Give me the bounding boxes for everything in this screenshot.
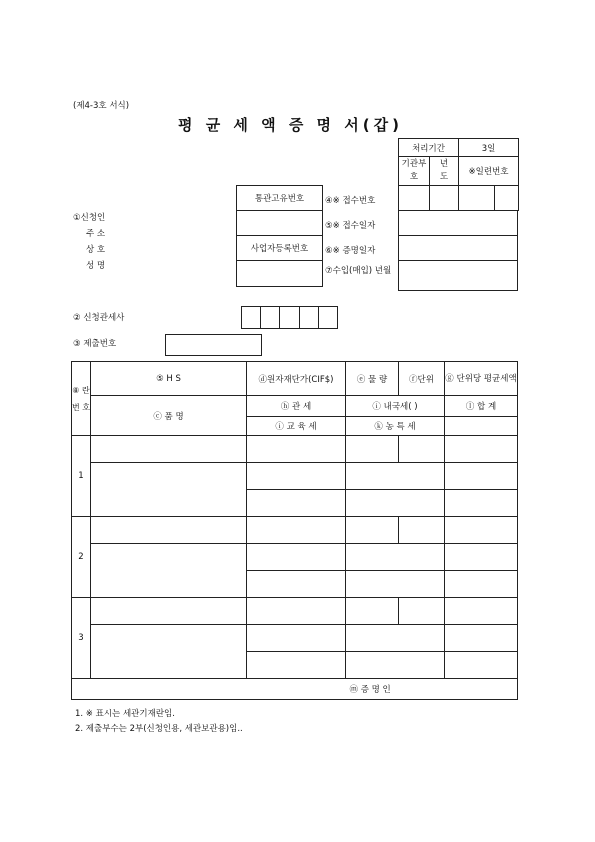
serial-value-2[interactable] bbox=[495, 186, 519, 211]
row1-domestic-tax[interactable] bbox=[346, 463, 445, 490]
customs-id-value[interactable] bbox=[237, 211, 323, 236]
business-reg-value[interactable] bbox=[237, 261, 323, 287]
page-title: 평 균 세 액 증 명 서(갑) bbox=[178, 116, 403, 134]
broker-digit-2[interactable] bbox=[261, 307, 280, 329]
submission-no-label: ③ 제출번호 bbox=[73, 339, 117, 349]
row-number-1: 1 bbox=[72, 436, 91, 517]
row1-extra[interactable] bbox=[445, 490, 518, 517]
serial-label: ※일련번호 bbox=[459, 157, 519, 186]
row3-customs-duty[interactable] bbox=[247, 625, 346, 652]
row2-quantity[interactable] bbox=[346, 517, 399, 544]
submission-no-field[interactable] bbox=[165, 334, 262, 356]
org-code-value[interactable] bbox=[399, 186, 430, 211]
row2-hs[interactable] bbox=[91, 517, 247, 544]
row3-education-tax[interactable] bbox=[247, 652, 346, 679]
education-tax-header: ⓘ 교 육 세 bbox=[247, 417, 346, 436]
row-number-3: 3 bbox=[72, 598, 91, 679]
main-table bbox=[71, 361, 518, 700]
year-value[interactable] bbox=[430, 186, 459, 211]
row3-hs[interactable] bbox=[91, 598, 247, 625]
unit-price-header: ⓓ원자재단가(CIF$) bbox=[247, 362, 346, 396]
business-reg-label: 사업자등록번호 bbox=[237, 236, 323, 261]
broker-digit-5[interactable] bbox=[318, 307, 337, 329]
receipt-date-label: ⑤※ 접수일자 bbox=[325, 221, 376, 231]
blank-header-cell bbox=[445, 417, 518, 436]
note-1: 1. ※ 표시는 세관기재란임. bbox=[75, 709, 175, 719]
processing-period-label: 처리기간 bbox=[399, 139, 459, 157]
row3-rural-tax[interactable] bbox=[346, 652, 445, 679]
serial-value-1[interactable] bbox=[459, 186, 495, 211]
row3-total[interactable] bbox=[445, 625, 518, 652]
row1-education-tax[interactable] bbox=[247, 490, 346, 517]
receipt-date-value[interactable] bbox=[399, 211, 518, 236]
total-header: ⓛ 합 계 bbox=[445, 396, 518, 417]
unit-header: ⓕ단위 bbox=[399, 362, 445, 396]
row2-unit-price[interactable] bbox=[247, 517, 346, 544]
import-date-label: ⑦수입(매입) 년월 bbox=[325, 266, 392, 276]
row1-customs-duty[interactable] bbox=[247, 463, 346, 490]
row2-customs-duty[interactable] bbox=[247, 544, 346, 571]
row3-quantity[interactable] bbox=[346, 598, 399, 625]
domestic-tax-header: ⓘ 내국세( ) bbox=[346, 396, 445, 417]
quantity-header: ⓔ 물 량 bbox=[346, 362, 399, 396]
row2-extra[interactable] bbox=[445, 571, 518, 598]
row1-unit[interactable] bbox=[399, 436, 445, 463]
broker-digit-4[interactable] bbox=[299, 307, 318, 329]
customs-broker-label: ② 신청관세사 bbox=[73, 313, 125, 323]
receipt-no-label: ④※ 접수번호 bbox=[325, 196, 376, 206]
processing-table bbox=[398, 138, 519, 211]
row3-domestic-tax[interactable] bbox=[346, 625, 445, 652]
applicant-name-label: 성 명 bbox=[86, 261, 106, 271]
row3-item-name[interactable] bbox=[91, 625, 247, 679]
row2-avg-tax[interactable] bbox=[445, 517, 518, 544]
year-label: 년도 bbox=[430, 157, 459, 186]
note-2: 2. 제출부수는 2부(신청인용, 세관보관용)임.. bbox=[75, 724, 243, 734]
row2-education-tax[interactable] bbox=[247, 571, 346, 598]
row2-unit[interactable] bbox=[399, 517, 445, 544]
receipt-values-table bbox=[398, 210, 518, 291]
row3-extra[interactable] bbox=[445, 652, 518, 679]
row3-unit[interactable] bbox=[399, 598, 445, 625]
customs-duty-header: ⓗ 관 세 bbox=[247, 396, 346, 417]
broker-digit-3[interactable] bbox=[280, 307, 299, 329]
rural-tax-header: ⓚ 농 특 세 bbox=[346, 417, 445, 436]
certifier-blank bbox=[72, 679, 346, 700]
row1-avg-tax[interactable] bbox=[445, 436, 518, 463]
applicant-label: ①신청인 bbox=[73, 213, 106, 223]
row2-item-name[interactable] bbox=[91, 544, 247, 598]
customs-broker-boxes bbox=[241, 306, 338, 329]
hs-header: ⑤ H S bbox=[91, 362, 247, 396]
applicant-company-label: 상 호 bbox=[86, 245, 106, 255]
row2-domestic-tax[interactable] bbox=[346, 544, 445, 571]
org-code-label: 기관부호 bbox=[399, 157, 430, 186]
row3-unit-price[interactable] bbox=[247, 598, 346, 625]
processing-period-value: 3일 bbox=[459, 139, 519, 157]
broker-digit-1[interactable] bbox=[242, 307, 261, 329]
row1-rural-tax[interactable] bbox=[346, 490, 445, 517]
row1-quantity[interactable] bbox=[346, 436, 399, 463]
row1-unit-price[interactable] bbox=[247, 436, 346, 463]
row2-rural-tax[interactable] bbox=[346, 571, 445, 598]
customs-id-label: 통관고유번호 bbox=[237, 186, 323, 211]
certifier-label: ⓜ 증 명 인 bbox=[346, 679, 518, 700]
id-box bbox=[236, 185, 323, 287]
cert-date-value[interactable] bbox=[399, 236, 518, 261]
cert-date-label: ⑥※ 증명일자 bbox=[325, 246, 376, 256]
row1-item-name[interactable] bbox=[91, 463, 247, 517]
row1-total[interactable] bbox=[445, 463, 518, 490]
row2-total[interactable] bbox=[445, 544, 518, 571]
row1-hs[interactable] bbox=[91, 436, 247, 463]
row-no-header: ⑧ 란 번 호 bbox=[72, 362, 91, 436]
applicant-address-label: 주 소 bbox=[86, 229, 106, 239]
import-date-value[interactable] bbox=[399, 261, 518, 291]
item-name-header: ⓒ 품 명 bbox=[91, 396, 247, 436]
avg-tax-header: ⓖ 단위당 평균세액 bbox=[445, 362, 518, 396]
form-number: (제4-3호 서식) bbox=[73, 101, 130, 111]
row3-avg-tax[interactable] bbox=[445, 598, 518, 625]
row-number-2: 2 bbox=[72, 517, 91, 598]
